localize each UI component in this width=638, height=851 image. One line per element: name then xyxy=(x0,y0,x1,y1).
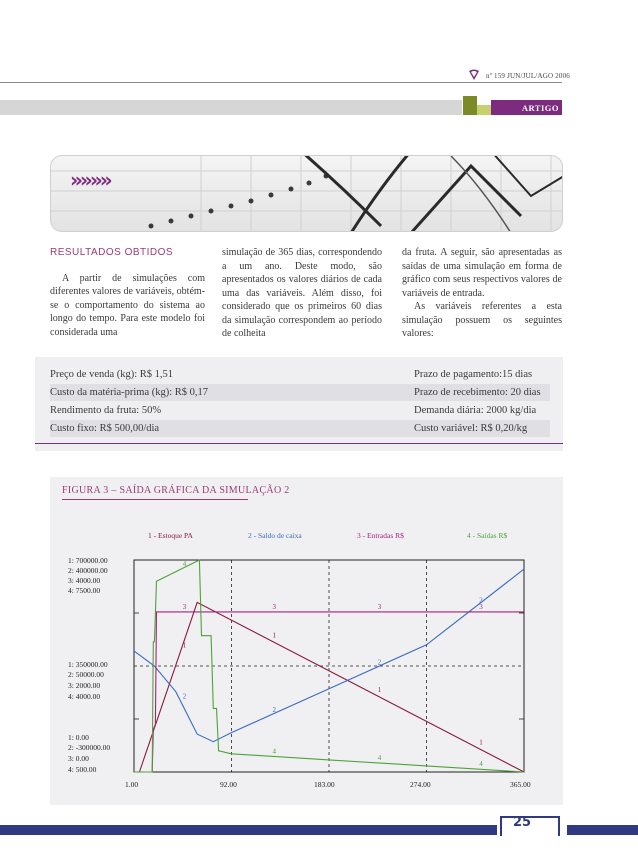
series-marker-2: 2 xyxy=(182,692,187,701)
paragraph: simulação de 365 dias, correspondendo a um ano. Deste modo, são apresentados os valores diários de cada uma das variáveis. Além disso, foi considerado que os primeiros 60 dias da simulação correspondem ao período de colheita xyxy=(222,247,382,339)
axis-label-mid: 4: 4000.00 xyxy=(68,692,101,701)
series-marker-4: 4 xyxy=(272,747,276,756)
axis-label-bottom: 4: 500.00 xyxy=(68,765,97,774)
parameter-left: Rendimento da fruta: 50% xyxy=(50,405,162,416)
x-tick-label: 1.00 xyxy=(125,780,139,789)
parameter-left: Custo da matéria-prima (kg): R$ 0,17 xyxy=(50,387,209,398)
axis-label-bottom: 2: -300000.00 xyxy=(68,743,111,752)
parameter-right: Custo variável: R$ 0,20/kg xyxy=(414,423,528,434)
series-marker-1: 1 xyxy=(272,631,276,640)
series-marker-3: 3 xyxy=(182,602,187,611)
series-marker-3: 3 xyxy=(272,602,276,611)
issue-info: nº 159 JUN/JUL/AGO 2006 xyxy=(486,72,570,80)
section-label: ARTIGO xyxy=(521,103,559,113)
legend-item-4: 4 - Saídas R$ xyxy=(467,531,508,540)
series-marker-3: 3 xyxy=(377,602,382,611)
series-marker-2: 2 xyxy=(377,658,382,667)
series-marker-1: 1 xyxy=(377,686,382,695)
axis-label-bottom: 3: 0.00 xyxy=(68,754,89,763)
paragraph: A partir de simulações com diferentes valores de variáveis, obtém-se o comportamento do sistema ao longo do tempo. Para este modelo foi considerada uma xyxy=(50,272,205,338)
x-tick-label: 274.00 xyxy=(410,780,431,789)
axis-label-top: 3: 4000.00 xyxy=(68,576,101,585)
series-marker-1: 1 xyxy=(182,641,187,650)
axis-label-top: 4: 7500.00 xyxy=(68,586,101,595)
series-marker-3: 3 xyxy=(479,602,483,611)
axis-label-top: 1: 700000.00 xyxy=(68,556,108,565)
parameter-left: Preço de venda (kg): R$ 1,51 xyxy=(50,369,174,380)
legend-item-2: 2 - Saldo de caixa xyxy=(248,531,302,540)
series-marker-2: 2 xyxy=(479,596,483,605)
series-marker-4: 4 xyxy=(479,760,483,769)
axis-label-bottom: 1: 0.00 xyxy=(68,733,89,742)
paragraph: da fruta. A seguir, são apresentadas as saídas de uma simulação em forma de gráfico com seus respectivos valores de variáveis de entrada. xyxy=(402,247,562,299)
series-marker-4: 4 xyxy=(182,560,187,569)
parameter-right: Demanda diária: 2000 kg/dia xyxy=(414,405,537,416)
footer-bar xyxy=(0,825,497,835)
parameter-left: Custo fixo: R$ 500,00/dia xyxy=(50,423,160,434)
axis-label-mid: 1: 350000.00 xyxy=(68,660,108,669)
x-tick-label: 365.00 xyxy=(510,780,531,789)
parameter-right: Prazo de pagamento:15 dias xyxy=(414,369,533,380)
legend-item-3: 3 - Entradas R$ xyxy=(357,531,404,540)
series-marker-2: 2 xyxy=(272,706,276,715)
figure-title: FIGURA 3 – SAÍDA GRÁFICA DA SIMULAÇÃO 2 xyxy=(62,485,290,496)
legend-item-1: 1 - Estoque PA xyxy=(148,531,193,540)
axis-label-top: 2: 400000.00 xyxy=(68,566,108,575)
x-tick-label: 92.00 xyxy=(220,780,237,789)
series-marker-1: 1 xyxy=(479,738,483,747)
series-marker-4: 4 xyxy=(377,753,382,762)
footer-bar xyxy=(567,825,638,835)
series-line-2 xyxy=(134,569,524,742)
banner-chevrons: »»»» xyxy=(70,168,110,192)
page-number: 25 xyxy=(513,815,532,830)
axis-label-mid: 3: 2000.00 xyxy=(68,681,101,690)
axis-label-mid: 2: 50000.00 xyxy=(68,670,104,679)
section-title: RESULTADOS OBTIDOS xyxy=(50,247,174,258)
parameter-right: Prazo de recebimento: 20 dias xyxy=(414,387,541,398)
x-tick-label: 183.00 xyxy=(314,780,335,789)
paragraph: As variáveis referentes a esta simulação possuem os seguintes valores: xyxy=(402,301,562,339)
